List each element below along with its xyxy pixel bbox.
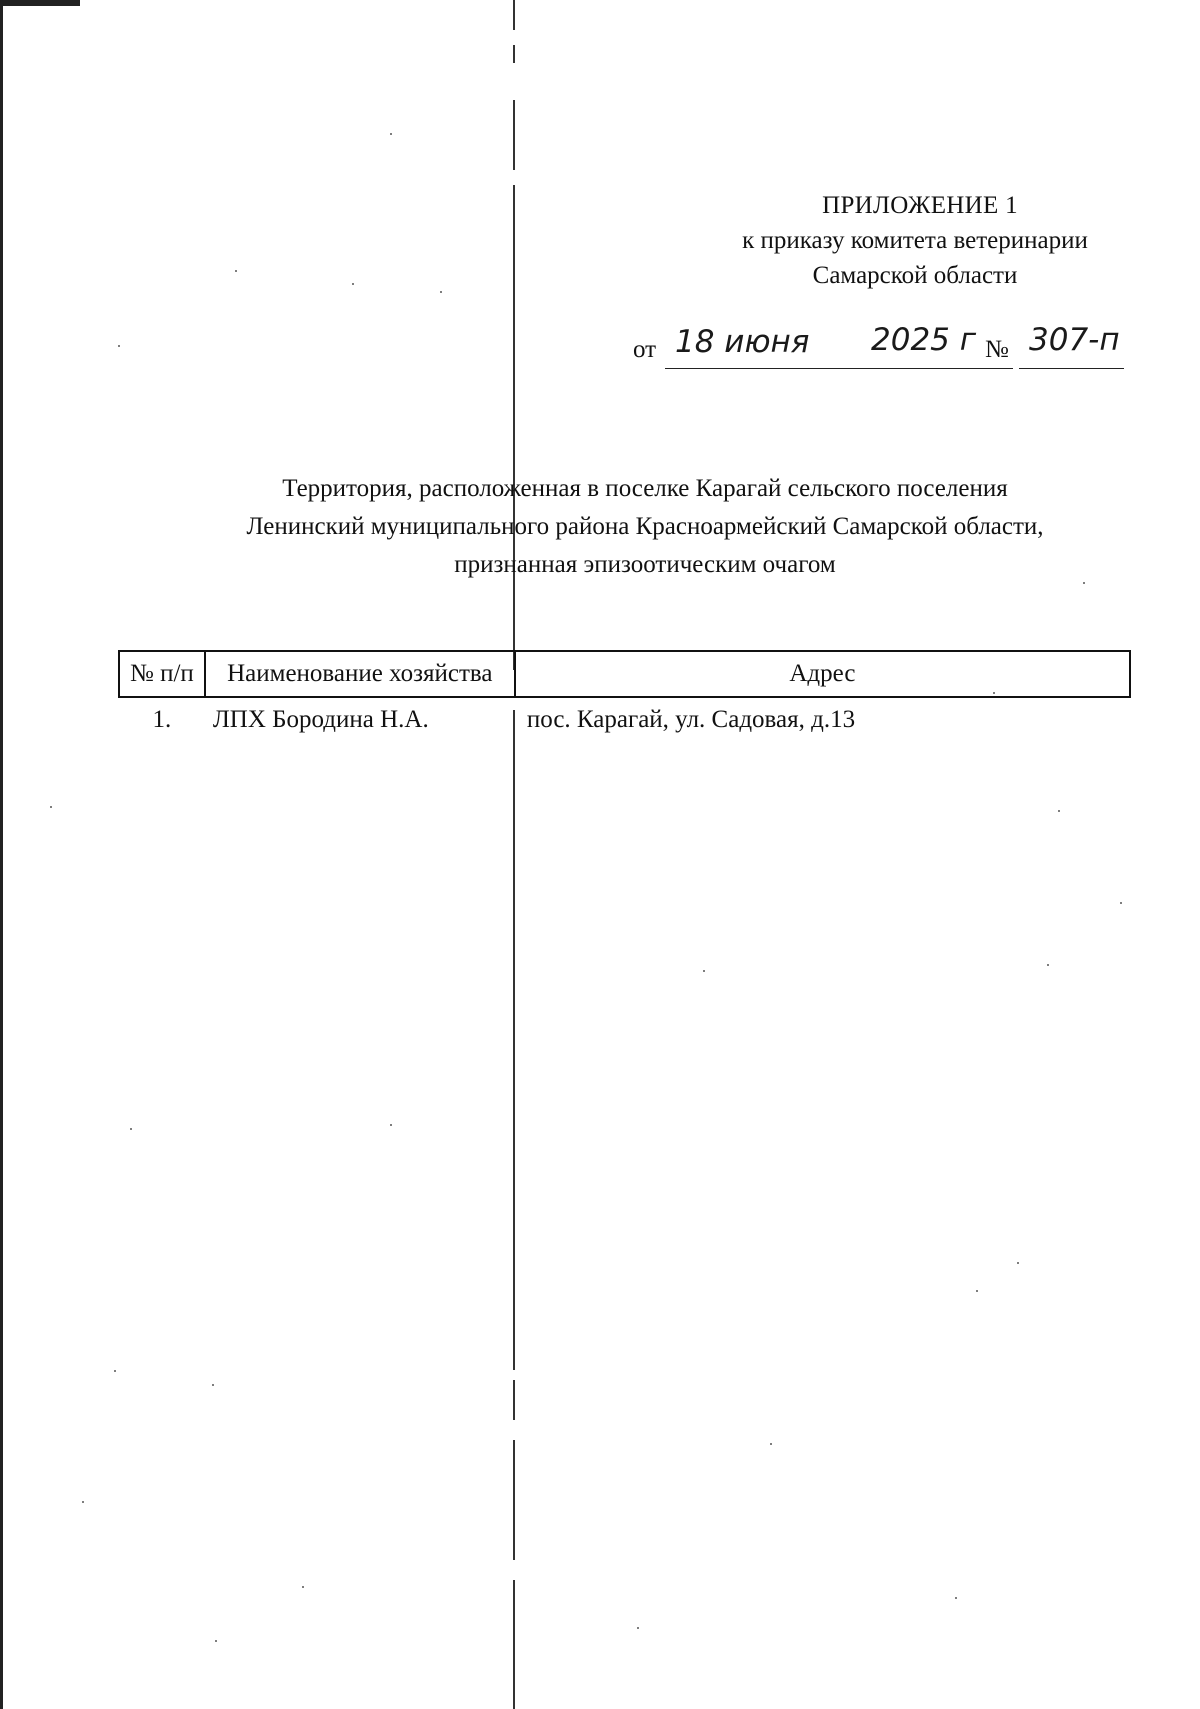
order-number-handwritten: 307-п [1029,322,1120,358]
scan-top-mark [0,0,80,6]
fold-line [513,0,515,1709]
farms-table [118,650,1131,742]
document-title [80,470,1200,584]
column-header-farm-name: Наименование хозяйства [205,651,515,697]
scan-edge-line [0,0,3,1709]
document-title-line-3: признанная эпизоотическим очагом [454,551,836,578]
cell-address: пос. Карагай, ул. Садовая, д.13 [526,706,856,733]
order-date-handwritten: 18 июня [675,324,810,360]
date-underline [665,368,1013,369]
table-header-row [119,651,1130,697]
order-reference [633,322,1153,374]
appendix-header [700,188,1130,293]
column-header-address: Адрес [515,651,1130,697]
order-number-label: № [985,336,1009,363]
order-year-handwritten: 2025 г [871,322,977,358]
cell-farm-name: ЛПХ Бородина Н.А. [212,706,429,733]
order-from-label: от [633,336,657,363]
document-title-line-1: Территория, расположенная в поселке Карагай сельского поселения [282,475,1008,502]
document-title-line-2: Ленинский муниципального района Красноармейский Самарской области, [246,513,1044,540]
appendix-line-region: Самарской области [812,262,1018,289]
table-row [119,697,1130,742]
column-header-number: № п/п [119,651,205,697]
appendix-line-order: к приказу комитета ветеринарии [742,227,1088,254]
cell-number: 1. [152,706,172,733]
number-underline [1019,368,1124,369]
appendix-title: ПРИЛОЖЕНИЕ 1 [822,192,1018,219]
